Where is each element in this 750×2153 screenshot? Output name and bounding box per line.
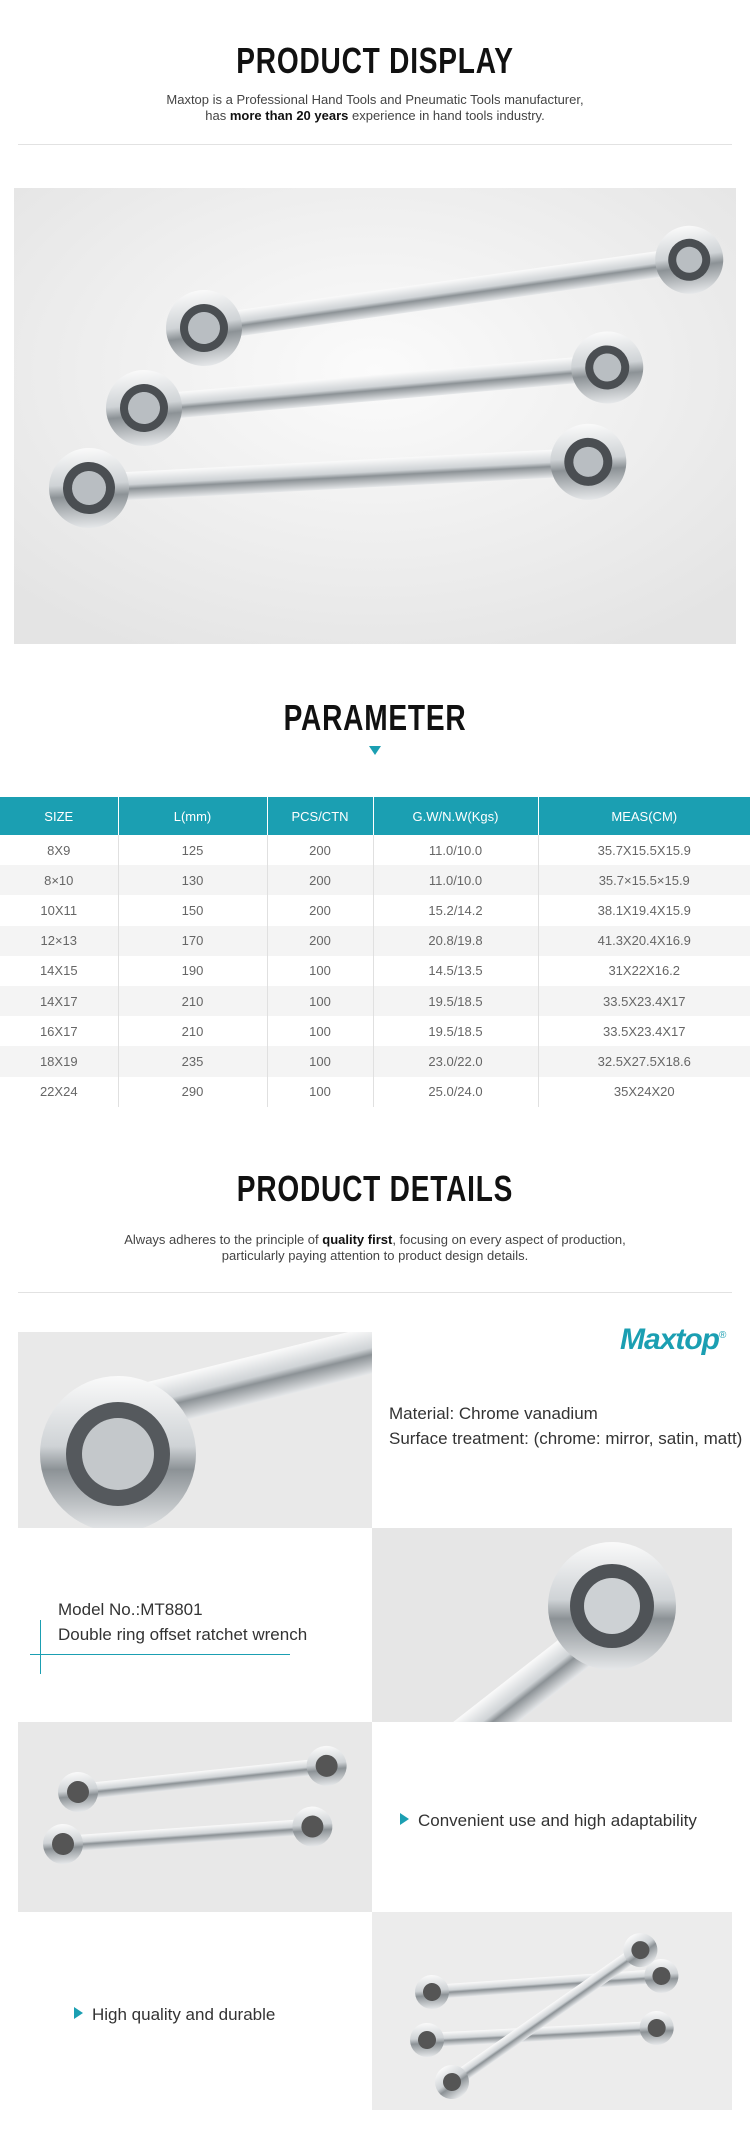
cell-meas: 35.7X15.5X15.9 bbox=[538, 835, 750, 865]
details-intro-line2: particularly paying attention to product design details. bbox=[221, 1248, 529, 1263]
cell-pcs: 200 bbox=[267, 865, 373, 895]
cell-meas: 35.7×15.5×15.9 bbox=[538, 865, 750, 895]
accent-line-horizontal bbox=[30, 1654, 290, 1655]
details-intro-line1: Always adheres to the principle of quality first, focusing on every aspect of production, bbox=[124, 1232, 626, 1247]
table-row bbox=[0, 865, 750, 895]
feature-convenient-text: Convenient use and high adaptability bbox=[418, 1811, 697, 1830]
cell-size: 12×13 bbox=[0, 926, 118, 956]
ring-angle-image bbox=[372, 1528, 732, 1722]
cell-meas: 41.3X20.4X16.9 bbox=[538, 926, 750, 956]
right-triangle-icon bbox=[400, 1813, 409, 1825]
cell-size: 16X17 bbox=[0, 1016, 118, 1046]
cell-weight: 11.0/10.0 bbox=[373, 835, 538, 865]
cell-meas: 31X22X16.2 bbox=[538, 956, 750, 986]
cell-pcs: 200 bbox=[267, 926, 373, 956]
cell-length: 190 bbox=[118, 956, 267, 986]
table-row bbox=[0, 1016, 750, 1046]
table-row bbox=[0, 1077, 750, 1107]
cell-pcs: 100 bbox=[267, 956, 373, 986]
cell-weight: 20.8/19.8 bbox=[373, 926, 538, 956]
three-wrenches-image bbox=[14, 188, 736, 644]
parameter-table bbox=[0, 797, 750, 1107]
details-title: PRODUCT DETAILS bbox=[236, 1168, 514, 1209]
cell-length: 125 bbox=[118, 835, 267, 865]
years-highlight: more than 20 years bbox=[229, 108, 349, 123]
two-wrenches-photo bbox=[18, 1722, 372, 1912]
surface-text: Surface treatment: (chrome: mirror, satin, matt) bbox=[389, 1429, 743, 1448]
ring-closeup-image bbox=[18, 1332, 372, 1528]
divider bbox=[18, 1292, 732, 1293]
table-header-row bbox=[0, 797, 750, 835]
cell-pcs: 100 bbox=[267, 1016, 373, 1046]
table-row bbox=[0, 926, 750, 956]
cell-size: 14X15 bbox=[0, 956, 118, 986]
cell-size: 14X17 bbox=[0, 986, 118, 1016]
maxtop-logo: Maxtop® bbox=[620, 1323, 726, 1356]
cell-length: 130 bbox=[118, 865, 267, 895]
model-block bbox=[58, 1597, 307, 1647]
table-row bbox=[0, 895, 750, 925]
cell-length: 235 bbox=[118, 1046, 267, 1076]
down-triangle-icon bbox=[369, 746, 381, 755]
quality-highlight: quality first bbox=[322, 1232, 393, 1247]
cell-weight: 19.5/18.5 bbox=[373, 1016, 538, 1046]
model-number: Model No.:MT8801 bbox=[58, 1600, 203, 1619]
product-display-photo bbox=[14, 188, 736, 644]
display-title: PRODUCT DISPLAY bbox=[236, 40, 514, 81]
cell-length: 290 bbox=[118, 1077, 267, 1107]
col-size: SIZE bbox=[0, 797, 118, 835]
cell-meas: 33.5X23.4X17 bbox=[538, 986, 750, 1016]
cell-meas: 38.1X19.4X15.9 bbox=[538, 895, 750, 925]
col-pcs-ctn: PCS/CTN bbox=[267, 797, 373, 835]
col-weight: G.W/N.W(Kgs) bbox=[373, 797, 538, 835]
feature-quality bbox=[74, 2005, 275, 2025]
ring-angle-photo bbox=[372, 1528, 732, 1722]
display-intro bbox=[0, 92, 750, 124]
feature-convenient bbox=[400, 1811, 697, 1831]
cell-length: 150 bbox=[118, 895, 267, 925]
cell-length: 210 bbox=[118, 1016, 267, 1046]
cell-weight: 19.5/18.5 bbox=[373, 986, 538, 1016]
crossed-wrenches-photo bbox=[372, 1912, 732, 2110]
table-row bbox=[0, 1046, 750, 1076]
cell-size: 22X24 bbox=[0, 1077, 118, 1107]
table-row bbox=[0, 986, 750, 1016]
table-row bbox=[0, 956, 750, 986]
cell-meas: 32.5X27.5X18.6 bbox=[538, 1046, 750, 1076]
two-wrenches-image bbox=[18, 1722, 372, 1912]
col-length: L(mm) bbox=[118, 797, 267, 835]
col-meas: MEAS(CM) bbox=[538, 797, 750, 835]
product-name: Double ring offset ratchet wrench bbox=[58, 1625, 308, 1644]
cell-size: 8×10 bbox=[0, 865, 118, 895]
feature-quality-text: High quality and durable bbox=[92, 2005, 276, 2024]
cell-pcs: 100 bbox=[267, 1077, 373, 1107]
cell-pcs: 100 bbox=[267, 1046, 373, 1076]
table-row bbox=[0, 835, 750, 865]
cell-pcs: 200 bbox=[267, 895, 373, 925]
cell-weight: 23.0/22.0 bbox=[373, 1046, 538, 1076]
wrench-closeup-photo bbox=[18, 1332, 372, 1528]
cell-pcs: 100 bbox=[267, 986, 373, 1016]
cell-weight: 11.0/10.0 bbox=[373, 865, 538, 895]
cell-meas: 35X24X20 bbox=[538, 1077, 750, 1107]
cell-weight: 25.0/24.0 bbox=[373, 1077, 538, 1107]
material-text: Material: Chrome vanadium bbox=[389, 1404, 598, 1423]
accent-line-vertical bbox=[40, 1620, 41, 1674]
display-intro-line1: Maxtop is a Professional Hand Tools and Pneumatic Tools manufacturer, bbox=[166, 92, 584, 107]
display-intro-line2: has more than 20 years experience in hand tools industry. bbox=[205, 108, 545, 123]
cell-length: 170 bbox=[118, 926, 267, 956]
cell-pcs: 200 bbox=[267, 835, 373, 865]
divider bbox=[18, 144, 732, 145]
cell-size: 10X11 bbox=[0, 895, 118, 925]
cell-weight: 15.2/14.2 bbox=[373, 895, 538, 925]
crossed-wrenches-image bbox=[372, 1912, 732, 2110]
cell-meas: 33.5X23.4X17 bbox=[538, 1016, 750, 1046]
cell-size: 18X19 bbox=[0, 1046, 118, 1076]
parameter-title: PARAMETER bbox=[283, 697, 467, 738]
details-intro bbox=[0, 1232, 750, 1264]
cell-size: 8X9 bbox=[0, 835, 118, 865]
right-triangle-icon bbox=[74, 2007, 83, 2019]
cell-length: 210 bbox=[118, 986, 267, 1016]
cell-weight: 14.5/13.5 bbox=[373, 956, 538, 986]
material-block bbox=[389, 1401, 742, 1451]
